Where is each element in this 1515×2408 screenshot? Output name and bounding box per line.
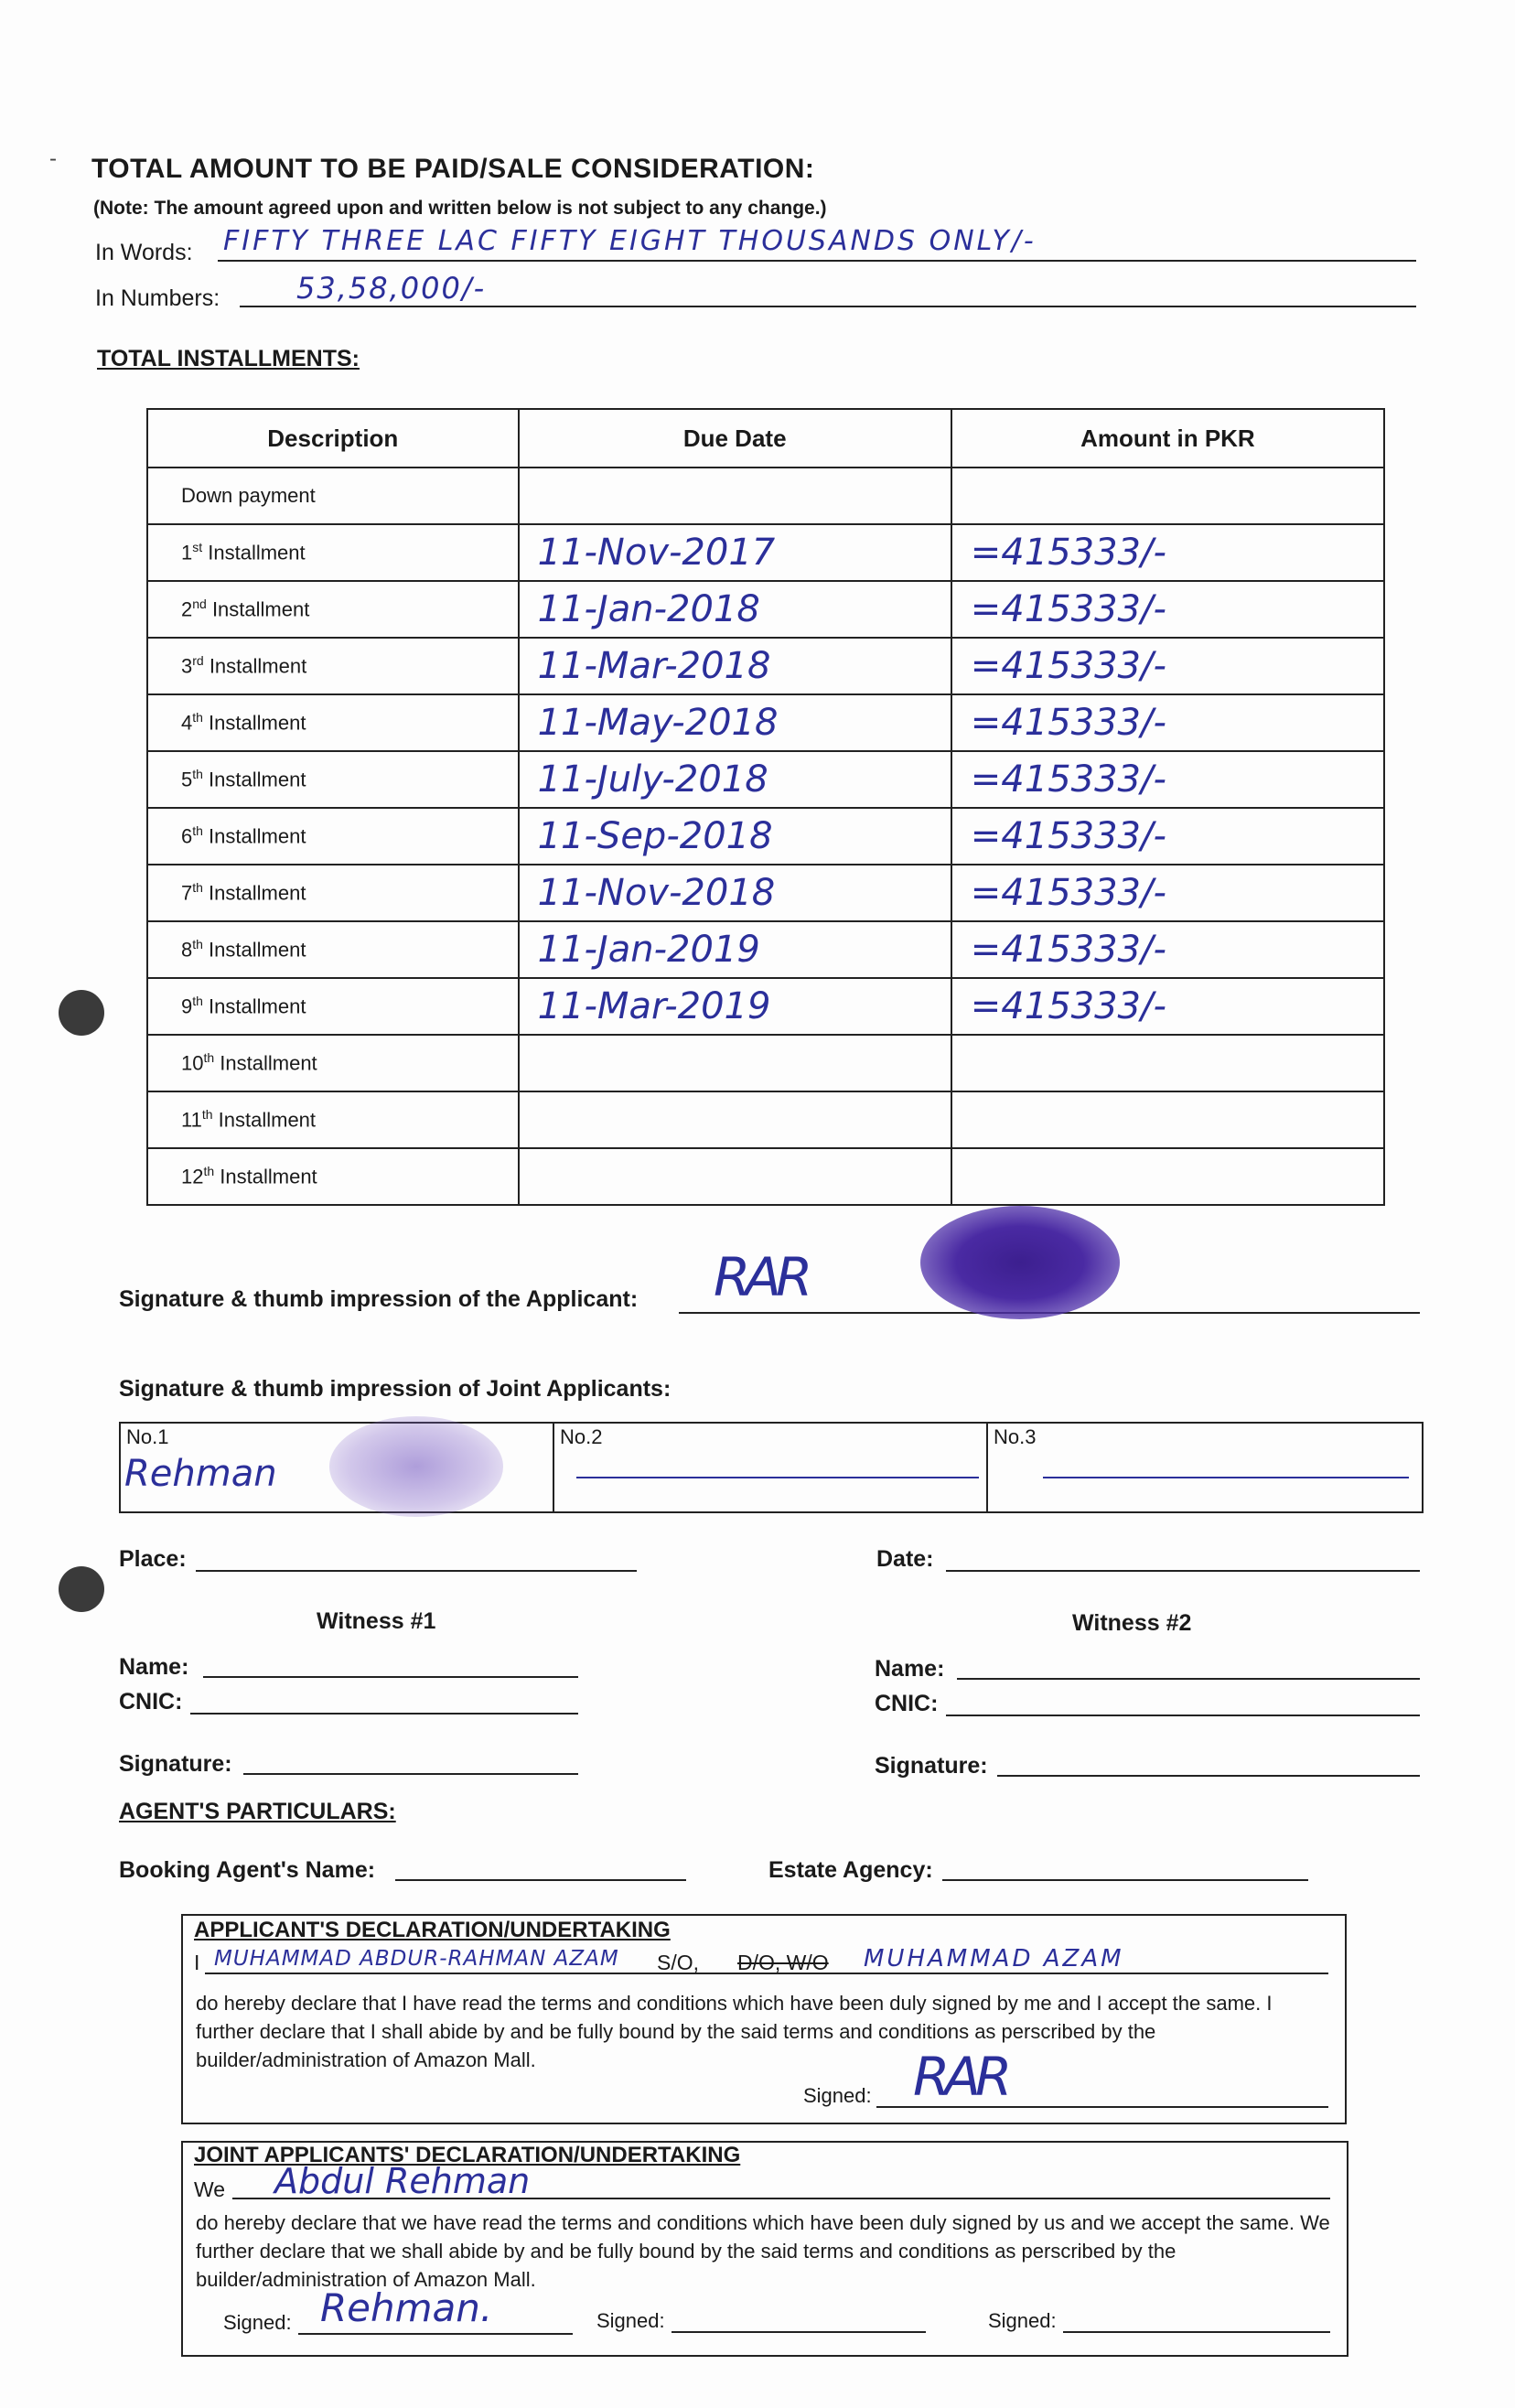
witness1-signature-label: Signature:: [119, 1751, 232, 1777]
joint-thumb-impression: [329, 1416, 503, 1517]
joint-signature-label: Signature & thumb impression of Joint Applicants:: [119, 1376, 672, 1402]
joint-no2-stroke: [576, 1477, 979, 1478]
installment-description: [147, 1148, 519, 1205]
installment-ordinal: th: [192, 937, 203, 952]
installment-label: Installment: [202, 994, 306, 1018]
installment-description: [147, 751, 519, 808]
installment-description: [147, 694, 519, 751]
applicant-declaration-heading: APPLICANT'S DECLARATION/UNDERTAKING: [194, 1918, 671, 1942]
in-words-label: In Words:: [95, 240, 193, 265]
table-row: [147, 751, 1384, 808]
applicant-decl-prefix: I: [194, 1951, 200, 1974]
witness1-cnic-label: CNIC:: [119, 1689, 183, 1715]
joint-decl-signed1-label: Signed:: [223, 2311, 292, 2334]
in-numbers-line: [240, 306, 1416, 307]
installment-ordinal: st: [192, 540, 203, 555]
joint-decl-signature-1[interactable]: Rehman.: [320, 2285, 493, 2330]
installment-amount[interactable]: [951, 1148, 1384, 1205]
applicant-signature-label: Signature & thumb impression of the Applicant:: [119, 1286, 639, 1312]
installment-amount[interactable]: =415333/-: [951, 751, 1384, 808]
installment-ordinal: th: [192, 767, 203, 782]
installment-due-date[interactable]: 11-Jan-2018: [519, 581, 951, 638]
applicant-decl-father[interactable]: MUHAMMAD AZAM: [864, 1945, 1124, 1973]
installment-description: [147, 865, 519, 921]
witness2-signature-label: Signature:: [875, 1753, 988, 1779]
booking-agent-label: Booking Agent's Name:: [119, 1857, 376, 1883]
date-label: Date:: [876, 1546, 934, 1572]
agent-heading: AGENT'S PARTICULARS:: [119, 1799, 396, 1824]
installment-due-date[interactable]: 11-Mar-2018: [519, 638, 951, 694]
table-row: [147, 468, 1384, 524]
installment-number: 8: [181, 938, 193, 962]
joint-signature-box: [119, 1422, 1424, 1513]
table-row: [147, 808, 1384, 865]
installment-description: [147, 524, 519, 581]
installment-due-date[interactable]: 11-Mar-2019: [519, 978, 951, 1035]
installments-table: [146, 408, 1385, 1206]
table-row: [147, 921, 1384, 978]
installment-due-date[interactable]: [519, 1148, 951, 1205]
joint-no3-label: No.3: [994, 1425, 1037, 1448]
total-amount-heading: TOTAL AMOUNT TO BE PAID/SALE CONSIDERATION:: [91, 154, 815, 184]
table-row: [147, 865, 1384, 921]
installment-ordinal: th: [192, 710, 203, 726]
joint-no1-signature[interactable]: Rehman: [124, 1453, 277, 1495]
installment-number: 6: [181, 824, 193, 848]
installment-amount[interactable]: =415333/-: [951, 808, 1384, 865]
witness1-name-line[interactable]: [203, 1676, 578, 1678]
table-row: [147, 1035, 1384, 1091]
joint-decl-signed2-label: Signed:: [596, 2309, 665, 2332]
installment-amount[interactable]: =415333/-: [951, 638, 1384, 694]
installment-number: 5: [181, 768, 193, 791]
installment-description: [147, 978, 519, 1035]
installment-description: [147, 581, 519, 638]
applicant-decl-name[interactable]: MUHAMMAD ABDUR-RAHMAN AZAM: [214, 1947, 619, 1971]
installment-number: 11: [181, 1108, 202, 1132]
installment-due-date[interactable]: 11-July-2018: [519, 751, 951, 808]
applicant-decl-struck: D/O, W/O: [737, 1951, 829, 1974]
installment-label: Installment: [214, 1051, 317, 1075]
installment-label: Installment: [203, 654, 307, 678]
installment-due-date[interactable]: 11-May-2018: [519, 694, 951, 751]
table-row: [147, 978, 1384, 1035]
installment-due-date[interactable]: 11-Nov-2017: [519, 524, 951, 581]
installment-label: Installment: [214, 1165, 317, 1188]
col-due-date: Due Date: [519, 409, 951, 468]
installment-label: Installment: [206, 597, 310, 621]
installment-label: Installment: [202, 938, 306, 962]
installment-label: Installment: [202, 824, 306, 848]
table-row: [147, 638, 1384, 694]
applicant-decl-relation: S/O,: [657, 1951, 700, 1974]
applicant-decl-signature[interactable]: RAR: [913, 2046, 1007, 2108]
installment-ordinal: th: [192, 823, 203, 839]
speck-mark: -: [49, 146, 57, 171]
installment-number: 9: [181, 994, 193, 1018]
estate-agency-line[interactable]: [942, 1879, 1308, 1881]
installment-description: [147, 468, 519, 524]
joint-no3-stroke: [1043, 1477, 1409, 1478]
installment-amount[interactable]: =415333/-: [951, 581, 1384, 638]
installments-heading: TOTAL INSTALLMENTS:: [97, 346, 360, 371]
installment-label: Installment: [202, 541, 306, 564]
witness1-cnic-line[interactable]: [190, 1713, 578, 1715]
in-words-value[interactable]: FIFTY THREE LAC FIFTY EIGHT THOUSANDS ONLY/-: [223, 225, 1037, 257]
witness2-title: Witness #2: [1072, 1610, 1192, 1636]
witness2-cnic-line[interactable]: [946, 1715, 1420, 1716]
installment-ordinal: th: [192, 994, 203, 1009]
joint-decl-name[interactable]: Abdul Rehman: [274, 2161, 531, 2201]
table-header-row: [147, 409, 1384, 468]
punch-hole-2: [59, 1566, 104, 1612]
installment-description: [147, 1035, 519, 1091]
witness2-signature-line[interactable]: [997, 1775, 1420, 1777]
installment-due-date[interactable]: 11-Sep-2018: [519, 808, 951, 865]
installment-amount[interactable]: =415333/-: [951, 865, 1384, 921]
installment-label: Installment: [202, 881, 306, 905]
booking-agent-line[interactable]: [395, 1879, 686, 1881]
installments-body: [147, 468, 1384, 1205]
installment-number: 12: [181, 1165, 204, 1188]
joint-divider-1: [553, 1422, 554, 1511]
installment-description: [147, 808, 519, 865]
in-words-line: [218, 260, 1416, 262]
applicant-decl-body: do hereby declare that I have read the terms and conditions which have been duly signed by me and I accept the same. I further declare that I shall abide by and be fully bound by the said terms and conditions as perscribed by the builder/administration of Amazon Mall.: [196, 1992, 1273, 2071]
applicant-signature[interactable]: RAR: [714, 1246, 808, 1308]
witness1-name-label: Name:: [119, 1654, 189, 1680]
installment-amount[interactable]: [951, 1091, 1384, 1148]
joint-no1-label: No.1: [126, 1425, 169, 1448]
table-row: [147, 581, 1384, 638]
installment-label: Installment: [202, 711, 306, 735]
installment-ordinal: th: [192, 880, 203, 896]
installment-due-date[interactable]: [519, 1091, 951, 1148]
installment-number: 3: [181, 654, 193, 678]
witness2-name-line[interactable]: [957, 1678, 1420, 1680]
installment-ordinal: th: [201, 1107, 213, 1123]
installment-amount[interactable]: [951, 468, 1384, 524]
installment-label: Down payment: [181, 484, 316, 507]
installment-amount[interactable]: =415333/-: [951, 694, 1384, 751]
installment-ordinal: th: [203, 1164, 215, 1179]
witness1-title: Witness #1: [317, 1608, 436, 1634]
installment-due-date[interactable]: 11-Jan-2019: [519, 921, 951, 978]
table-row: [147, 1148, 1384, 1205]
installment-ordinal: nd: [192, 597, 207, 612]
installment-description: [147, 638, 519, 694]
installment-label: Installment: [202, 768, 306, 791]
installment-amount[interactable]: =415333/-: [951, 978, 1384, 1035]
joint-decl-signed3-line: [1063, 2331, 1330, 2333]
installment-amount[interactable]: =415333/-: [951, 921, 1384, 978]
estate-agency-label: Estate Agency:: [768, 1857, 933, 1883]
installment-number: 7: [181, 881, 193, 905]
joint-no2-label: No.2: [560, 1425, 603, 1448]
installment-number: 1: [181, 541, 193, 564]
witness1-signature-line[interactable]: [243, 1773, 578, 1775]
installment-number: 10: [181, 1051, 204, 1075]
joint-decl-prefix: We: [194, 2177, 226, 2201]
installment-due-date[interactable]: [519, 1035, 951, 1091]
place-label: Place:: [119, 1546, 187, 1572]
joint-decl-body: do hereby declare that we have read the terms and conditions which have been duly signed by us and we accept the same. We further declare that we shall abide by and be fully bound by the said terms and conditions as perscribed by the builder/administration of Amazon Mall.: [196, 2211, 1330, 2291]
table-row: [147, 694, 1384, 751]
installment-ordinal: th: [203, 1050, 215, 1066]
col-amount: Amount in PKR: [951, 409, 1384, 468]
installment-due-date[interactable]: 11-Nov-2018: [519, 865, 951, 921]
col-description: Description: [147, 409, 519, 468]
joint-decl-signed2-line: [672, 2331, 926, 2333]
witness2-name-label: Name:: [875, 1656, 945, 1682]
date-line[interactable]: [946, 1570, 1420, 1572]
installment-due-date[interactable]: [519, 468, 951, 524]
installment-ordinal: rd: [192, 653, 204, 669]
applicant-decl-signed-label: Signed:: [803, 2084, 872, 2107]
in-numbers-label: In Numbers:: [95, 285, 220, 311]
table-row: [147, 1091, 1384, 1148]
place-line[interactable]: [196, 1570, 637, 1572]
joint-divider-2: [986, 1422, 988, 1511]
installment-amount[interactable]: [951, 1035, 1384, 1091]
joint-declaration-heading: JOINT APPLICANTS' DECLARATION/UNDERTAKING: [194, 2143, 741, 2167]
installment-description: [147, 921, 519, 978]
amount-note: (Note: The amount agreed upon and written below is not subject to any change.): [93, 198, 827, 219]
installment-number: 2: [181, 597, 193, 621]
table-row: [147, 524, 1384, 581]
joint-decl-signed3-label: Signed:: [988, 2309, 1057, 2332]
in-numbers-value[interactable]: 53,58,000/-: [296, 271, 487, 306]
applicant-thumb-impression: [920, 1206, 1120, 1319]
installment-number: 4: [181, 711, 193, 735]
installment-description: [147, 1091, 519, 1148]
witness2-cnic-label: CNIC:: [875, 1691, 939, 1716]
installment-label: Installment: [212, 1108, 317, 1132]
installment-amount[interactable]: =415333/-: [951, 524, 1384, 581]
punch-hole-1: [59, 990, 104, 1036]
joint-decl-signed1-line: [298, 2333, 573, 2335]
